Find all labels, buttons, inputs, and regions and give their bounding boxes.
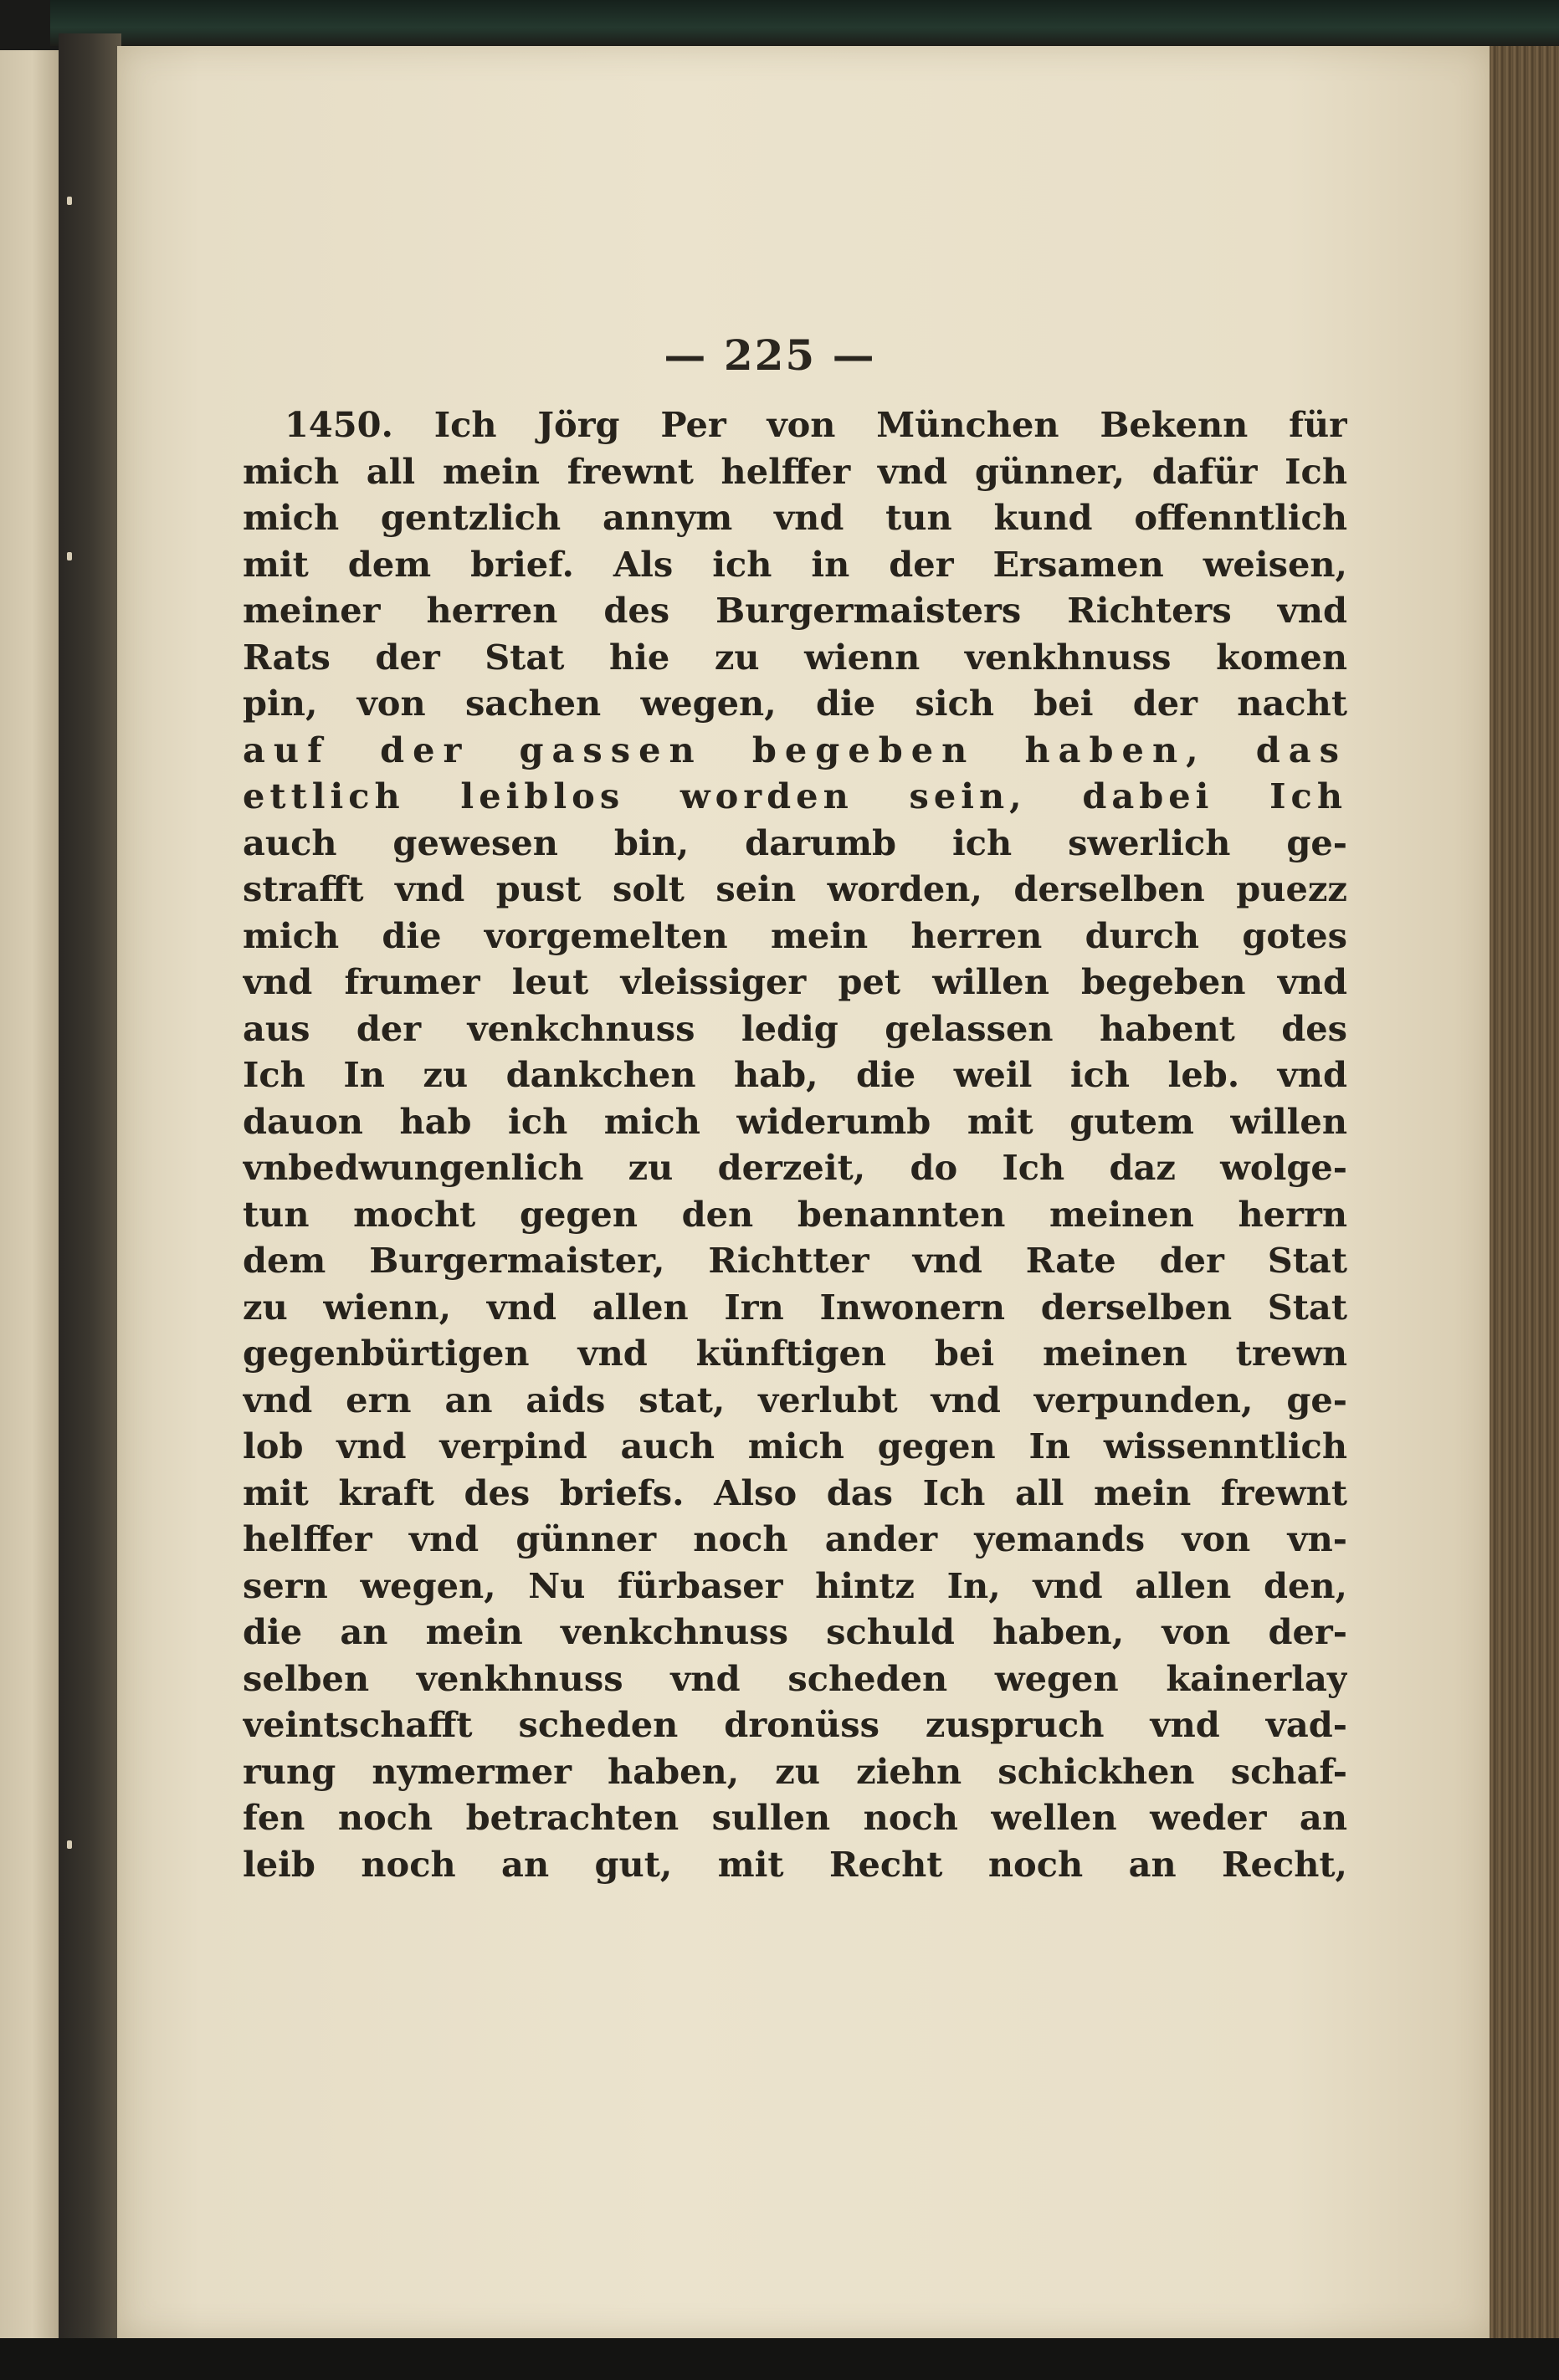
text-line: Rats der Stat hie zu wienn venkhnuss komen [243, 636, 1347, 678]
text-line: strafft vnd pust solt sein worden, derselben puezz [243, 868, 1347, 909]
text-line: ettlich leiblos worden sein, dabei Ich [243, 775, 1347, 816]
text-line: mit kraft des briefs. Also das Ich all mein frewnt [243, 1472, 1347, 1513]
text-line: selben venkhnuss vnd scheden wegen kainerlay [243, 1657, 1347, 1699]
text-line: tun mocht gegen den benannten meinen herrn [243, 1193, 1347, 1235]
text-line: auch gewesen bin, darumb ich swerlich ge- [243, 821, 1347, 863]
text-line: dem Burgermaister, Richtter vnd Rate der Stat [243, 1240, 1347, 1281]
text-line: rung nymermer haben, zu ziehn schickhen schaf- [243, 1750, 1347, 1792]
text-line: meiner herren des Burgermaisters Richters vnd [243, 590, 1347, 631]
text-line: sern wegen, Nu fürbaser hintz In, vnd allen den, [243, 1564, 1347, 1606]
margin-mark [67, 552, 72, 560]
page-number: — 225 — [664, 330, 876, 380]
text-line: mich all mein frewnt helffer vnd günner, dafür Ich [243, 450, 1347, 492]
text-line: die an mein venkchnuss schuld haben, von der- [243, 1611, 1347, 1652]
text-line: aus der venkchnuss ledig gelassen habent des [243, 1007, 1347, 1049]
text-line: lob vnd verpind auch mich gegen In wissenntlich [243, 1425, 1347, 1466]
text-line: auf der gassen begeben haben, das [243, 729, 1347, 770]
text-line: fen noch betrachten sullen noch wellen weder an [243, 1797, 1347, 1838]
text-line: vnbedwungenlich zu derzeit, do Ich daz wolge- [243, 1147, 1347, 1188]
book-gutter [59, 33, 121, 2351]
text-line: gegenbürtigen vnd künftigen bei meinen trewn [243, 1333, 1347, 1374]
text-line: Ich In zu dankchen hab, die weil ich leb. vnd [243, 1054, 1347, 1095]
previous-page-edge [0, 50, 59, 2342]
book-page-edges [1490, 46, 1559, 2338]
text-line: zu wienn, vnd allen Irn Inwonern derselben Stat [243, 1286, 1347, 1328]
text-line: 1450. Ich Jörg Per von München Bekenn für [285, 404, 1347, 445]
scan-background-bottom [0, 2338, 1559, 2380]
text-line: mich gentzlich annym vnd tun kund offenntlich [243, 497, 1347, 538]
text-line: pin, von sachen wegen, die sich bei der nacht [243, 683, 1347, 724]
book-cover-top [50, 0, 1559, 46]
text-line: veintschafft scheden dronüss zuspruch vnd vad- [243, 1704, 1347, 1745]
margin-mark [67, 197, 72, 205]
text-line: mich die vorgemelten mein herren durch gotes [243, 914, 1347, 956]
text-line: mit dem brief. Als ich in der Ersamen weisen, [243, 543, 1347, 585]
text-line: leib noch an gut, mit Recht noch an Recht, [243, 1843, 1347, 1885]
text-line: vnd ern an aids stat, verlubt vnd verpunden, ge- [243, 1379, 1347, 1420]
text-line: helffer vnd günner noch ander yemands von vn- [243, 1518, 1347, 1559]
book-page [117, 46, 1491, 2338]
text-line: dauon hab ich mich widerumb mit gutem willen [243, 1100, 1347, 1142]
page-body-text [243, 402, 1347, 1887]
text-line: vnd frumer leut vleissiger pet willen begeben vnd [243, 961, 1347, 1002]
margin-mark [67, 1840, 72, 1849]
